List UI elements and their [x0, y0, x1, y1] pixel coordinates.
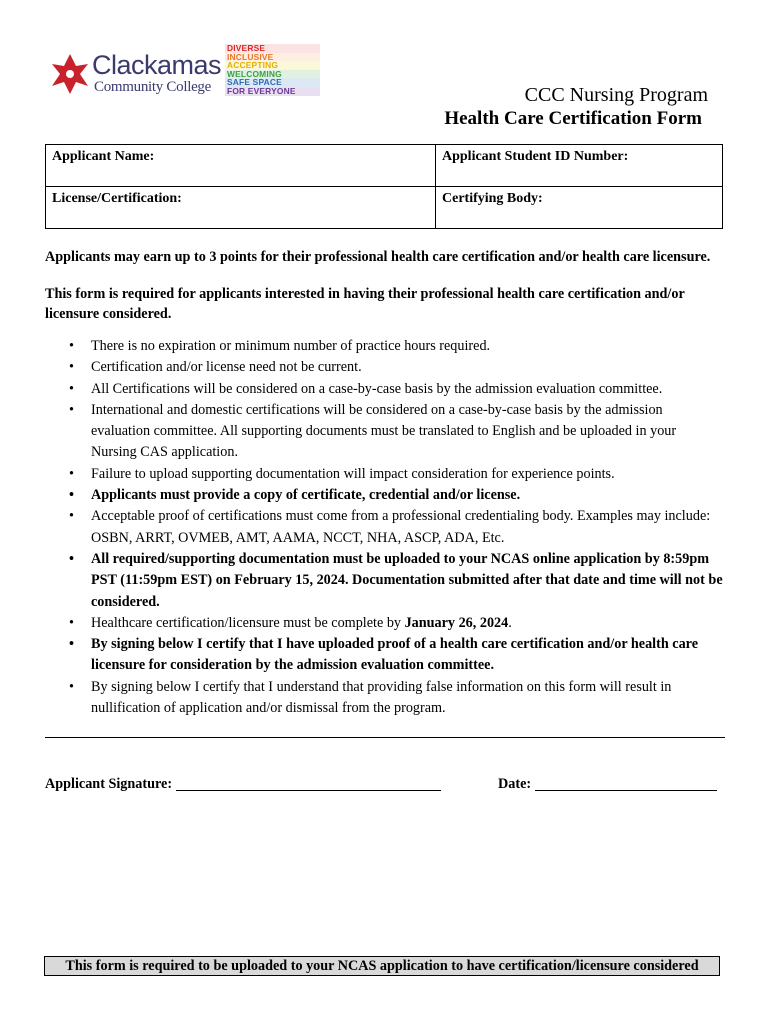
applicant-info-table: [45, 144, 723, 229]
program-name: CCC Nursing Program: [524, 84, 708, 106]
list-item: • Applicants must provide a copy of certificate, credential and/or license.: [91, 485, 725, 506]
date-label: Date:: [498, 776, 532, 792]
list-item: • There is no expiration or minimum number of practice hours required.: [91, 336, 725, 357]
list-item: • Failure to upload supporting documentation will impact consideration for experience points.: [91, 464, 725, 485]
deadline-date: January 26, 2024: [404, 614, 509, 631]
footer-notice: This form is required to be uploaded to your NCAS application to have certification/licensure considered: [44, 956, 720, 976]
list-item: • International and domestic certifications will be considered on a case-by-case basis by the admission evaluation committee. All supporting documents must be translated to English and be uploaded in your Nursing CAS application.: [91, 400, 725, 464]
signature-line: [45, 774, 441, 793]
badge-line: INCLUSIVE: [225, 53, 320, 62]
signature-label: Applicant Signature:: [45, 776, 173, 792]
intro-points: Applicants may earn up to 3 points for their professional health care certification and/or health care licensure.: [45, 249, 711, 265]
badge-line: SAFE SPACE: [225, 78, 320, 87]
list-item: • By signing below I certify that I have uploaded proof of a health care certification and/or health care licensure for consideration by the admission evaluation committee.: [91, 634, 725, 677]
date-field[interactable]: [535, 774, 717, 791]
logo-subtitle: Community College: [94, 79, 211, 95]
list-item: • Certification and/or license need not be current.: [91, 357, 725, 378]
applicant-name-label: Applicant Name:: [52, 149, 155, 164]
badge-line: DIVERSE: [225, 44, 320, 53]
list-item: [91, 613, 725, 634]
requirements-list: [45, 336, 725, 719]
license-label: License/Certification:: [52, 191, 182, 206]
list-item: • Acceptable proof of certifications must come from a professional credentialing body. Examples may include: OSBN, ARRT, OVMEB, AMT, AAMA, NCCT, NHA, ASCP, ADA, Etc.: [91, 506, 725, 549]
list-item-text: Healthcare certification/licensure must be complete by: [91, 614, 405, 631]
intro-requirement: This form is required for applicants interested in having their professional health care certification and/or licensure considered.: [45, 286, 685, 322]
license-field[interactable]: [46, 187, 436, 229]
badge-line: ACCEPTING: [225, 61, 320, 70]
list-item-suffix: .: [508, 614, 512, 631]
list-item: • By signing below I certify that I understand that providing false information on this form will result in nullification of application and/or dismissal from the program.: [91, 677, 725, 720]
certifying-body-label: Certifying Body:: [442, 191, 543, 206]
badge-line: FOR EVERYONE: [225, 87, 320, 96]
form-title: Health Care Certification Form: [444, 108, 702, 129]
student-id-label: Applicant Student ID Number:: [442, 149, 629, 164]
date-line: [498, 774, 717, 793]
divider: [45, 737, 725, 738]
badge-line: WELCOMING: [225, 70, 320, 79]
signature-field[interactable]: [176, 774, 441, 791]
diversity-badge: [225, 44, 320, 102]
applicant-name-field[interactable]: [46, 145, 436, 187]
clackamas-logo-icon: [50, 52, 90, 94]
list-item: • All required/supporting documentation must be uploaded to your NCAS online application by 8:59pm PST (11:59pm EST) on February 15, 2024. Documentation submitted after that date and time will not be considered.: [91, 549, 725, 613]
logo-name: Clackamas: [92, 50, 222, 80]
list-item: • All Certifications will be considered on a case-by-case basis by the admission evaluation committee.: [91, 379, 725, 400]
certifying-body-field[interactable]: [436, 187, 723, 229]
student-id-field[interactable]: [436, 145, 723, 187]
college-logo: [50, 50, 230, 100]
